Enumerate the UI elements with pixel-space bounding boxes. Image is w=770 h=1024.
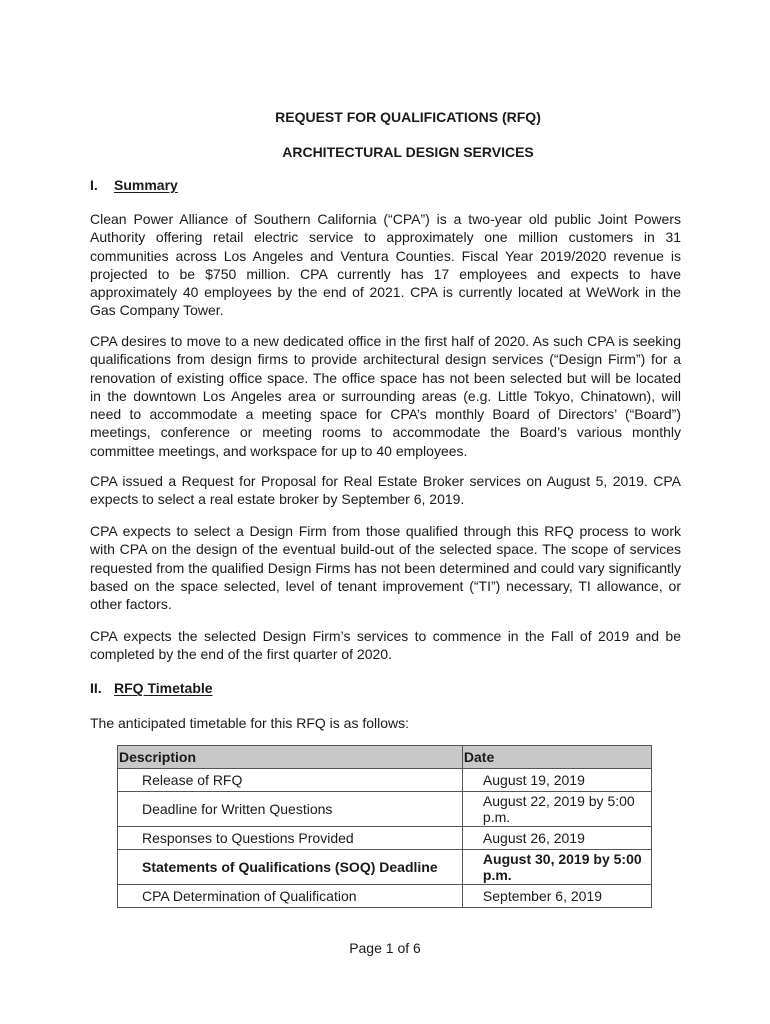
table-row [118, 885, 652, 908]
page-number: Page 1 of 6 [349, 940, 421, 956]
section-number: I. [90, 177, 98, 193]
summary-paragraph-4: CPA expects to select a Design Firm from those qualified through this RFQ process to work with CPA on the design of the eventual build-out of the selected space. The scope of services requested from the qualified Design Firms has not been determined and could vary significantly based on the space selected, level of tenant improvement (“TI”) necessary, TI allowance, or other factors. [90, 523, 681, 613]
table-row [118, 769, 652, 792]
row-description: Statements of Qualifications (SOQ) Deadline [118, 850, 463, 885]
document-title: REQUEST FOR QUALIFICATIONS (RFQ) [275, 109, 541, 125]
section-title: Summary [114, 177, 178, 193]
column-header-description: Description [118, 746, 463, 769]
table-header-row [118, 746, 652, 769]
timetable-intro: The anticipated timetable for this RFQ is as follows: [90, 715, 410, 731]
row-description: Responses to Questions Provided [118, 827, 463, 850]
table-row [118, 850, 652, 885]
row-date: August 19, 2019 [462, 769, 651, 792]
row-description: CPA Determination of Qualification [118, 885, 463, 908]
row-date: August 26, 2019 [462, 827, 651, 850]
summary-paragraph-1: Clean Power Alliance of Southern California (“CPA”) is a two-year old public Joint Powers Authority offering retail electric service to approximately one million customers in 31 communities across Los Angeles and Ventura Counties. Fiscal Year 2019/2020 revenue is projected to be $750 million. CPA currently has 17 employees and expects to have approximately 40 employees by the end of 2021. CPA is currently located at WeWork in the Gas Company Tower. [90, 211, 681, 319]
row-date: September 6, 2019 [462, 885, 651, 908]
row-date: August 22, 2019 by 5:00 p.m. [462, 792, 651, 827]
document-subtitle: ARCHITECTURAL DESIGN SERVICES [282, 144, 534, 160]
column-header-date: Date [462, 746, 651, 769]
summary-paragraph-2: CPA desires to move to a new dedicated office in the first half of 2020. As such CPA is seeking qualifications from design firms to provide architectural design services (“Design Firm”) for a renovation of existing office space. The office space has not been selected but will be located in the downtown Los Angeles area or surrounding areas (e.g. Little Tokyo, Chinatown), will need to accommodate a meeting space for CPA’s monthly Board of Directors’ (“Board”) meetings, conference or meeting rooms to accommodate the Board’s various monthly committee meetings, and workspace for up to 40 employees. [90, 333, 681, 459]
row-description: Deadline for Written Questions [118, 792, 463, 827]
summary-paragraph-3: CPA issued a Request for Proposal for Real Estate Broker services on August 5, 2019. CPA expects to select a real estate broker by September 6, 2019. [90, 473, 681, 508]
section-heading-summary [90, 177, 178, 193]
row-date: August 30, 2019 by 5:00 p.m. [462, 850, 651, 885]
rfq-timetable [117, 745, 652, 908]
section-number: II. [90, 680, 102, 696]
table-row [118, 792, 652, 827]
section-title: RFQ Timetable [114, 680, 213, 696]
summary-paragraph-5: CPA expects the selected Design Firm’s services to commence in the Fall of 2019 and be completed by the end of the first quarter of 2020. [90, 628, 681, 663]
table-row [118, 827, 652, 850]
section-heading-rfq-timetable [90, 680, 213, 696]
row-description: Release of RFQ [118, 769, 463, 792]
